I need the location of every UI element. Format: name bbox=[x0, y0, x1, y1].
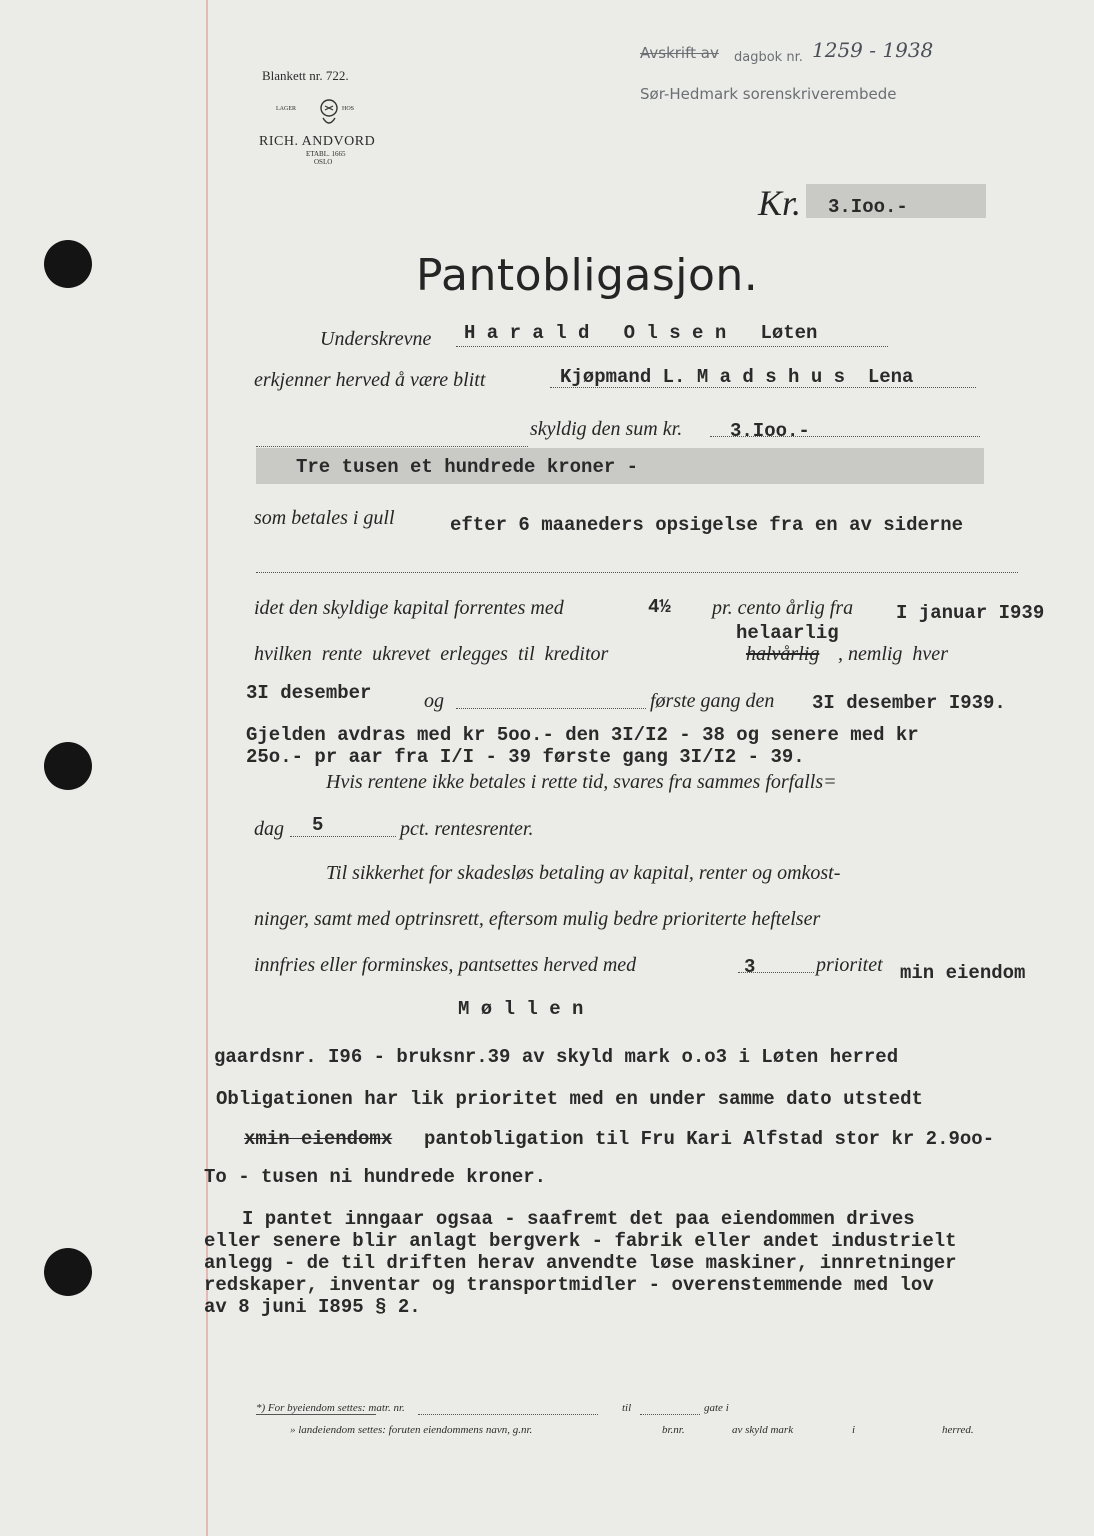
gjelden-line-1: Gjelden avdras med kr 5oo.- den 3I/I2 - 38 og senere med kr bbox=[246, 724, 919, 746]
document-title: Pantobligasjon. bbox=[416, 250, 759, 301]
skyldig-lead-line bbox=[256, 446, 528, 447]
og-label: og bbox=[424, 690, 444, 712]
skyldig-value: 3.Ioo.- bbox=[730, 420, 810, 442]
punch-hole-bottom bbox=[44, 1248, 92, 1296]
publisher-city: OSLO bbox=[314, 158, 333, 166]
hvilken-label: hvilken rente ukrevet erlegges til kreditor bbox=[254, 643, 609, 665]
undersk-label: Underskrevne bbox=[320, 328, 432, 350]
erkj-label: erkjenner herved å være blitt bbox=[254, 369, 486, 391]
punch-hole-top bbox=[44, 240, 92, 288]
gaardsnr-line: gaardsnr. I96 - bruksnr.39 av skyld mark o.o3 i Løten herred bbox=[214, 1046, 899, 1068]
logo-left-word: LAGER bbox=[276, 106, 296, 112]
undersk-line bbox=[456, 346, 888, 347]
erkj-value: Kjøpmand L. M a d s h u s Lena bbox=[560, 366, 914, 388]
sikkerhet-line-2: ninger, samt med optrinsrett, eftersom mulig bedre prioriterte heftelser bbox=[254, 908, 821, 930]
min-eiendom: min eiendom bbox=[900, 962, 1026, 984]
kr-label: Kr. bbox=[758, 183, 802, 223]
footnote-line-1b: til bbox=[622, 1402, 632, 1414]
halvarlig-struck-text: halvårlig bbox=[746, 643, 820, 665]
footnote-line-2b: br.nr. bbox=[662, 1424, 685, 1436]
obligationen-line: Obligationen har lik prioritet med en under samme dato utstedt bbox=[216, 1088, 923, 1110]
footnote-line-2e: herred. bbox=[942, 1424, 974, 1436]
publisher-logo-icon bbox=[306, 94, 355, 134]
dagbok-number: 1259 - 1938 bbox=[812, 38, 934, 62]
skyldig-label: skyldig den sum kr. bbox=[530, 418, 683, 440]
halvarlig-struck bbox=[746, 643, 819, 666]
footnote-dots-1a bbox=[418, 1414, 598, 1415]
publisher-established: ETABL. 1665 bbox=[306, 150, 346, 158]
struck-min-eiendom-text: xmin eiendomx bbox=[244, 1128, 393, 1150]
sikkerhet-line-1: Til sikkerhet for skadesløs betaling av kapital, renter og omkost- bbox=[326, 862, 841, 884]
pantobligation-line: pantobligation til Fru Kari Alfstad stor kr 2.9oo- bbox=[424, 1128, 995, 1150]
stamp-avskrift-text: Avskrift av bbox=[640, 44, 719, 62]
struck-min-eiendom bbox=[244, 1128, 392, 1150]
prioritet-value: 3 bbox=[744, 956, 756, 978]
footnote-line-1a: *) For byeiendom settes: matr. nr. bbox=[256, 1402, 405, 1414]
pantet-line-2: eller senere blir anlagt bergverk - fabrik eller andet industrielt bbox=[204, 1230, 957, 1252]
pantet-line-1: I pantet inngaar ogsaa - saafremt det paa eiendommen drives bbox=[242, 1208, 915, 1230]
pantet-line-3: anlegg - de til driften herav anvendte løse maskiner, innretninger bbox=[204, 1252, 957, 1274]
rate-value: 4½ bbox=[648, 596, 671, 618]
footnote-line-2d: i bbox=[852, 1424, 856, 1436]
prioritet-label: prioritet bbox=[816, 954, 883, 976]
footnote-rule bbox=[256, 1414, 376, 1415]
pay-date-value: 3I desember bbox=[246, 682, 372, 704]
dag-label: dag bbox=[254, 818, 284, 840]
forste-label: første gang den bbox=[650, 690, 775, 712]
footnote-line-2a: » landeiendom settes: foruten eiendommens navn, g.nr. bbox=[290, 1424, 533, 1436]
undersk-value: H a r a l d O l s e n Løten bbox=[464, 322, 818, 344]
betales-line-2 bbox=[256, 572, 1018, 573]
nemlig-label: , nemlig hver bbox=[838, 643, 948, 665]
blankett-number: Blankett nr. 722. bbox=[262, 68, 349, 83]
stamp-avskrift bbox=[640, 44, 719, 62]
pct-label: pct. rentesrenter. bbox=[400, 818, 534, 840]
betales-value: efter 6 maaneders opsigelse fra en av siderne bbox=[450, 514, 964, 536]
amount-value: 3.Ioo.- bbox=[828, 196, 908, 218]
first-date-value: 3I desember I939. bbox=[812, 692, 1006, 714]
kapital-label-b: pr. cento årlig fra bbox=[712, 597, 854, 619]
hvis-line: Hvis rentene ikke betales i rette tid, svares fra sammes forfalls= bbox=[326, 771, 837, 793]
og-line bbox=[456, 708, 646, 709]
publisher-name: RICH. ANDVORD bbox=[259, 134, 376, 149]
footnote-line-2c: av skyld mark bbox=[732, 1424, 794, 1436]
dag-line bbox=[290, 836, 396, 837]
pantet-line-5: av 8 juni I895 § 2. bbox=[204, 1296, 421, 1318]
helaarlig-insert: helaarlig bbox=[736, 622, 839, 644]
stamp-office: Sør-Hedmark sorenskriverembede bbox=[640, 85, 897, 103]
innfries-label: innfries eller forminskes, pantsettes herved med bbox=[254, 954, 637, 976]
pantet-line-4: redskaper, inventar og transportmidler - overenstemmende med lov bbox=[204, 1274, 934, 1296]
logo-right-word: HOS bbox=[342, 106, 355, 112]
property-name: M ø l l e n bbox=[458, 998, 584, 1020]
from-value: I januar I939 bbox=[896, 602, 1045, 624]
words-value: Tre tusen et hundrede kroner - bbox=[296, 456, 639, 478]
to-tusen-line: To - tusen ni hundrede kroner. bbox=[204, 1166, 547, 1188]
footnote-dots-1b bbox=[640, 1414, 700, 1415]
stamp-dagbok-label: dagbok nr. bbox=[734, 50, 803, 65]
gjelden-line-2: 25o.- pr aar fra I/I - 39 første gang 3I/I2 - 39. bbox=[246, 746, 805, 768]
kapital-label-a: idet den skyldige kapital forrentes med bbox=[254, 597, 564, 619]
dag-value: 5 bbox=[312, 814, 324, 836]
betales-label: som betales i gull bbox=[254, 507, 395, 529]
punch-hole-middle bbox=[44, 742, 92, 790]
footnote-line-1c: gate i bbox=[704, 1402, 729, 1414]
